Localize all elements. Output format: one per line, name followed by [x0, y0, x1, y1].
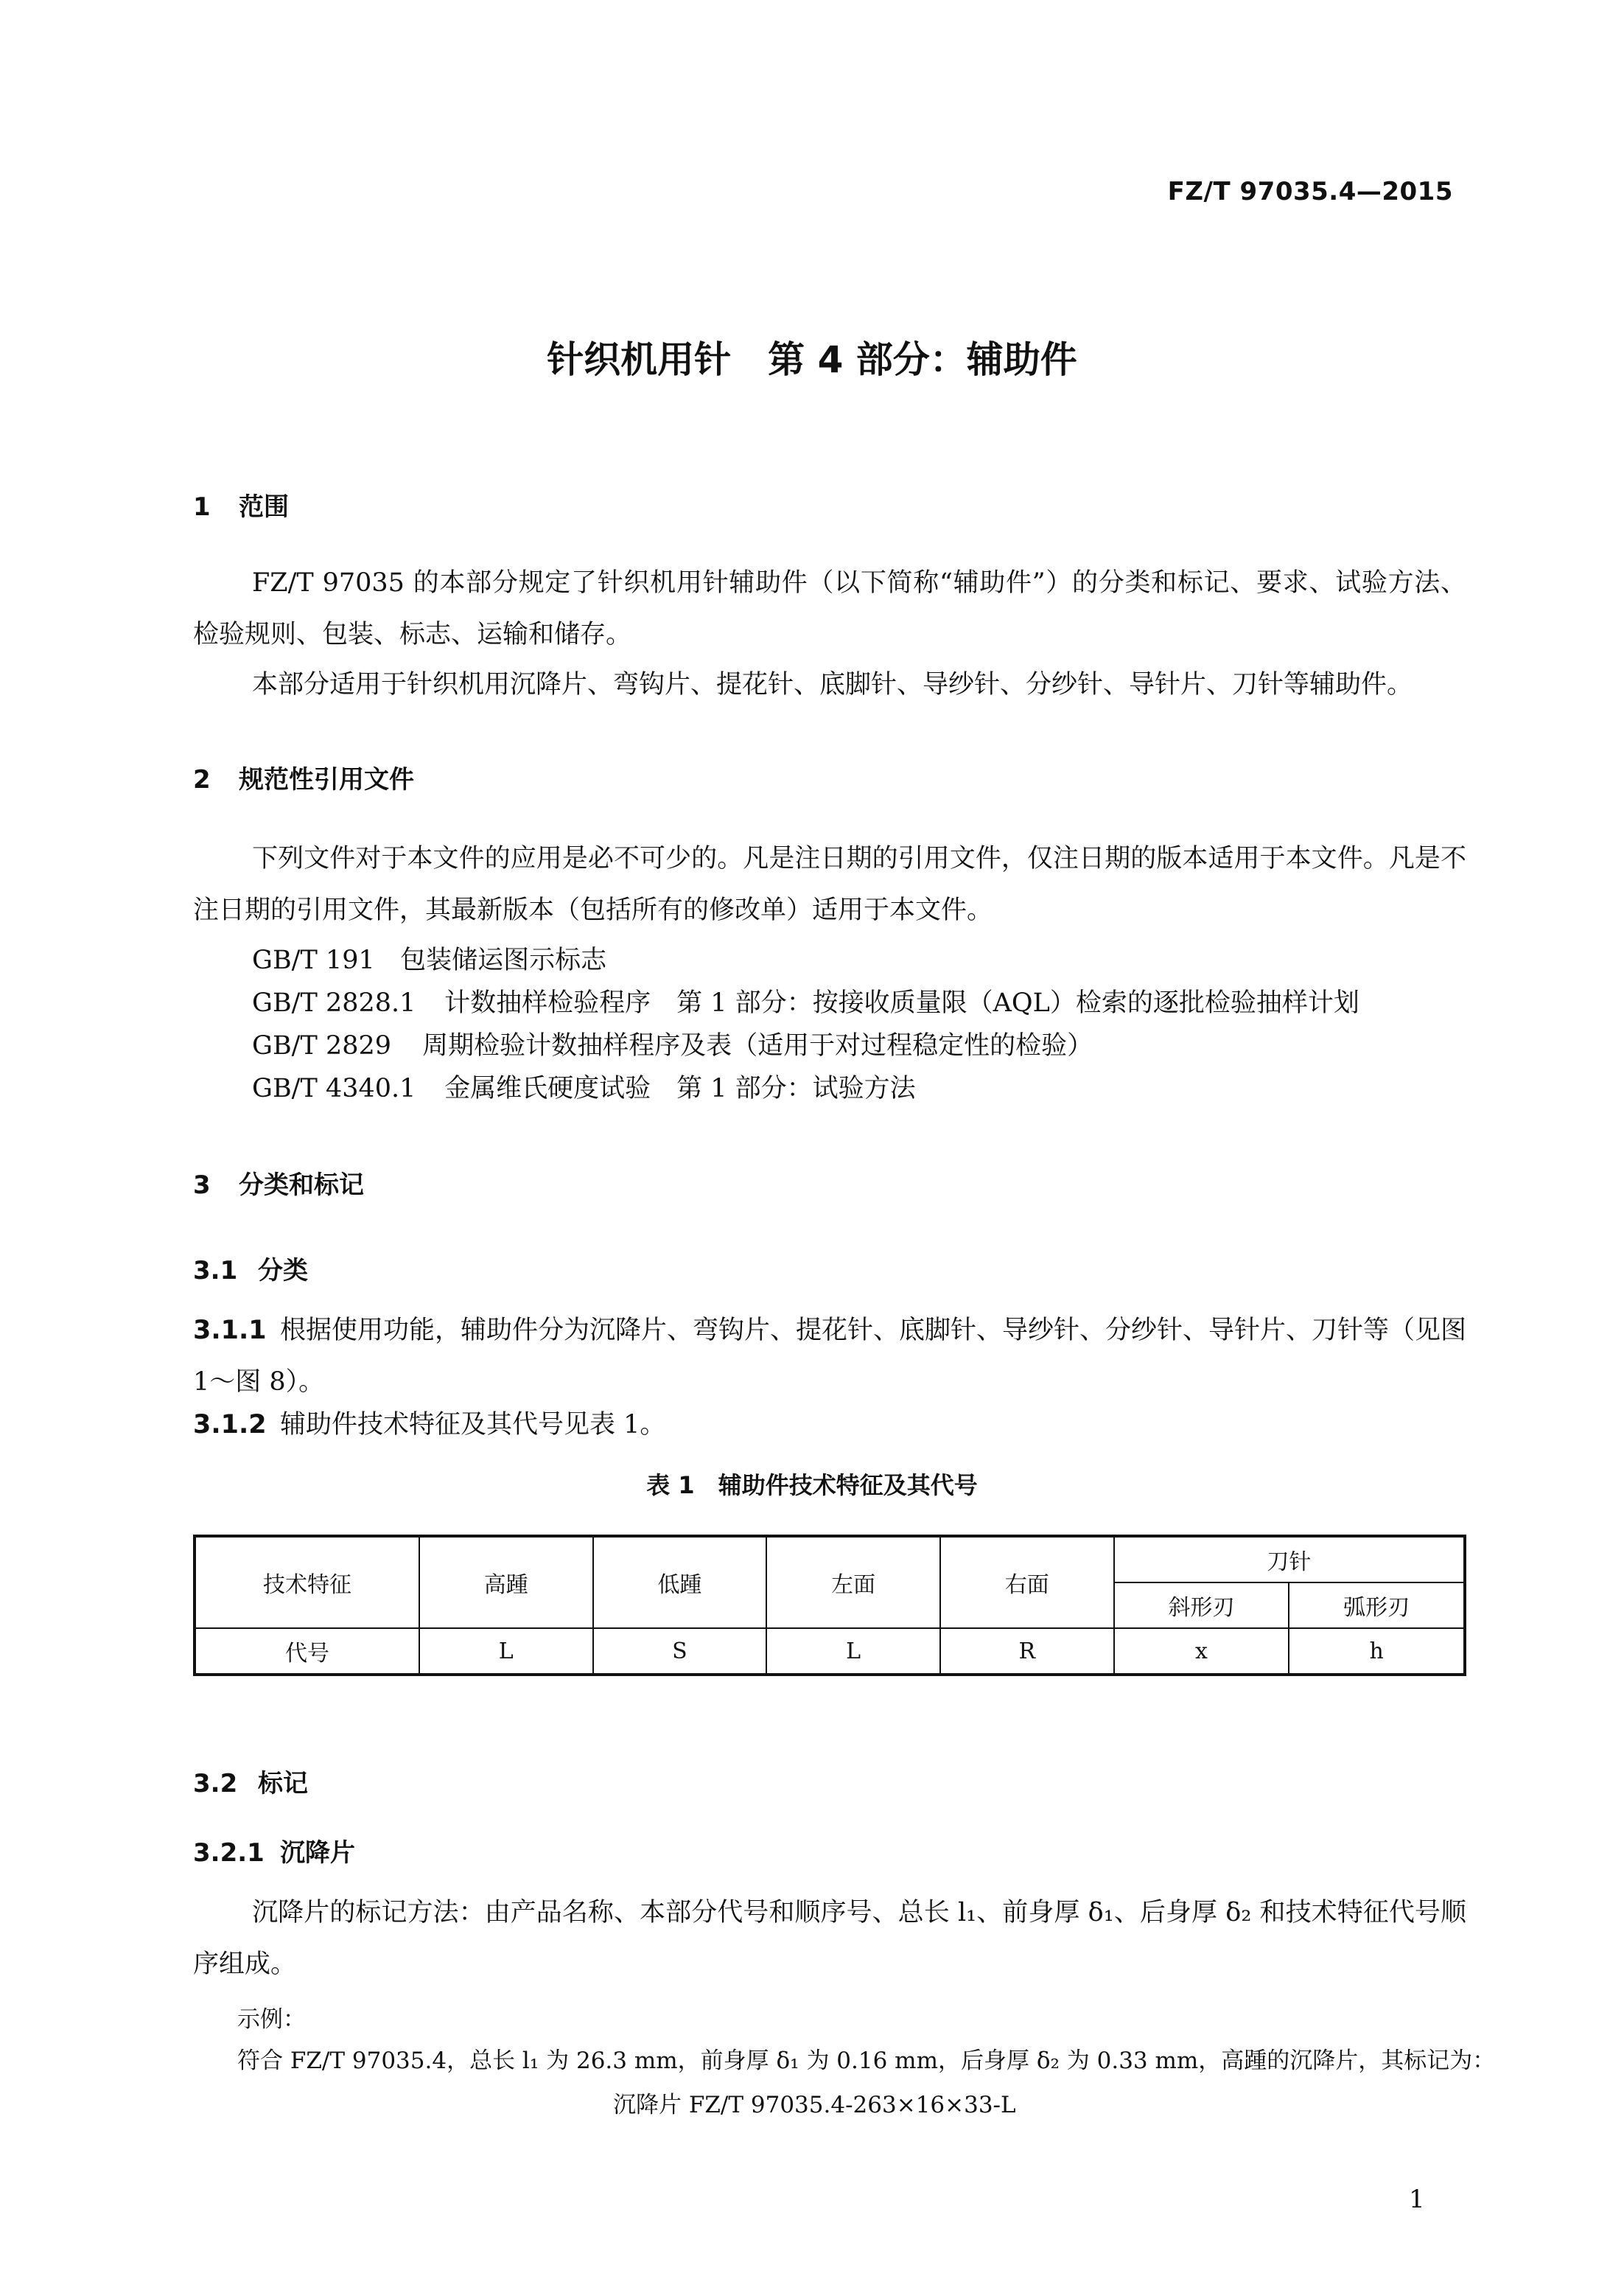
column-header: 左面 — [766, 1536, 940, 1628]
table-cell: h — [1289, 1628, 1465, 1675]
page-number: 1 — [1409, 2185, 1425, 2214]
section-title: 规范性引用文件 — [239, 765, 414, 795]
section-number: 2 — [193, 765, 211, 795]
clause-number: 3.1.2 — [193, 1410, 267, 1439]
section-title: 标记 — [258, 1769, 308, 1798]
column-header: 高踵 — [419, 1536, 593, 1628]
scope-paragraph-1 — [193, 557, 1466, 660]
reference-code: GB/T 191 — [252, 946, 375, 975]
subsection-3-2-heading — [193, 1763, 308, 1799]
section-number: 3 — [193, 1170, 211, 1200]
scope-text-1: FZ/T 97035 的本部分规定了针织机用针辅助件（以下简称“辅助件”）的分类和标记、要求、试验方法、检验规则、包装、标志、运输和储存。 — [193, 568, 1466, 649]
column-header: 低踵 — [593, 1536, 767, 1628]
sub-column-header: 弧形刃 — [1289, 1582, 1465, 1628]
section-number: 3.1 — [193, 1256, 238, 1285]
section-3-heading — [193, 1165, 364, 1201]
reference-title: 包装储运图示标志 — [400, 946, 607, 975]
references-intro-text: 下列文件对于本文件的应用是必不可少的。凡是注日期的引用文件，仅注日期的版本适用于本文件。凡是不注日期的引用文件，其最新版本（包括所有的修改单）适用于本文件。 — [193, 844, 1466, 925]
subsection-3-1-heading — [193, 1250, 308, 1286]
section-number: 3.2 — [193, 1769, 238, 1798]
table-cell: L — [766, 1628, 940, 1675]
example-text: 符合 FZ/T 97035.4，总长 l₁ 为 26.3 mm，前身厚 δ₁ 为 0.16 mm，后身厚 δ₂ 为 0.33 mm，高踵的沉降片，其标记为： — [237, 2048, 1496, 2074]
clause-text: 根据使用功能，辅助件分为沉降片、弯钩片、提花针、底脚针、导纱针、分纱针、导针片、刀针等（见图 1～图 8）。 — [193, 1316, 1467, 1397]
features-table — [193, 1535, 1466, 1676]
page-title: 针织机用针 第 4 部分：辅助件 — [547, 338, 1077, 381]
column-header: 右面 — [940, 1536, 1114, 1628]
reference-title: 周期检验计数抽样程序及表（适用于对过程稳定性的检验） — [422, 1031, 1093, 1061]
table-cell: S — [593, 1628, 767, 1675]
sub-column-header: 斜形刃 — [1114, 1582, 1289, 1628]
section-title: 分类 — [258, 1256, 308, 1285]
table-cell: L — [419, 1628, 593, 1675]
reference-item — [252, 1063, 916, 1114]
row-header-code: 代号 — [195, 1628, 419, 1675]
example-label: 示例： — [237, 2006, 306, 2033]
reference-code: GB/T 2829 — [252, 1031, 392, 1061]
table-cell: R — [940, 1628, 1114, 1675]
column-group-header: 刀针 — [1114, 1536, 1465, 1582]
marking-paragraph — [193, 1887, 1466, 1990]
section-1-heading — [193, 486, 289, 523]
scope-paragraph-2: 本部分适用于针织机用沉降片、弯钩片、提花针、底脚针、导纱针、分纱针、导针片、刀针等辅助件。 — [252, 670, 1413, 699]
table-cell: x — [1114, 1628, 1289, 1675]
reference-title: 金属维氏硬度试验 第 1 部分：试验方法 — [444, 1074, 916, 1103]
reference-code: GB/T 4340.1 — [252, 1074, 416, 1103]
section-title: 范围 — [239, 492, 289, 522]
marking-text: 沉降片的标记方法：由产品名称、本部分代号和顺序号、总长 l₁、前身厚 δ₁、后身厚 δ₂ 和技术特征代号顺序组成。 — [193, 1898, 1466, 1979]
clause-text: 辅助件技术特征及其代号见表 1。 — [280, 1410, 666, 1439]
subsection-3-2-1-heading — [193, 1832, 355, 1868]
row-header-features: 技术特征 — [195, 1536, 419, 1628]
section-number: 3.2.1 — [193, 1838, 265, 1868]
clause-3-1-2 — [193, 1399, 665, 1451]
clause-3-1-1 — [193, 1305, 1466, 1408]
section-2-heading — [193, 759, 414, 795]
document-code: FZ/T 97035.4—2015 — [1167, 177, 1453, 206]
clause-number: 3.1.1 — [193, 1316, 267, 1345]
references-intro — [193, 833, 1466, 936]
section-title: 沉降片 — [280, 1838, 355, 1868]
table-caption: 表 1 辅助件技术特征及其代号 — [646, 1471, 978, 1499]
reference-code: GB/T 2828.1 — [252, 988, 416, 1018]
section-number: 1 — [193, 492, 211, 522]
section-title: 分类和标记 — [239, 1170, 364, 1200]
reference-title: 计数抽样检验程序 第 1 部分：按接收质量限（AQL）检索的逐批检验抽样计划 — [444, 988, 1359, 1018]
example-marking: 沉降片 FZ/T 97035.4-263×16×33-L — [613, 2092, 1016, 2118]
